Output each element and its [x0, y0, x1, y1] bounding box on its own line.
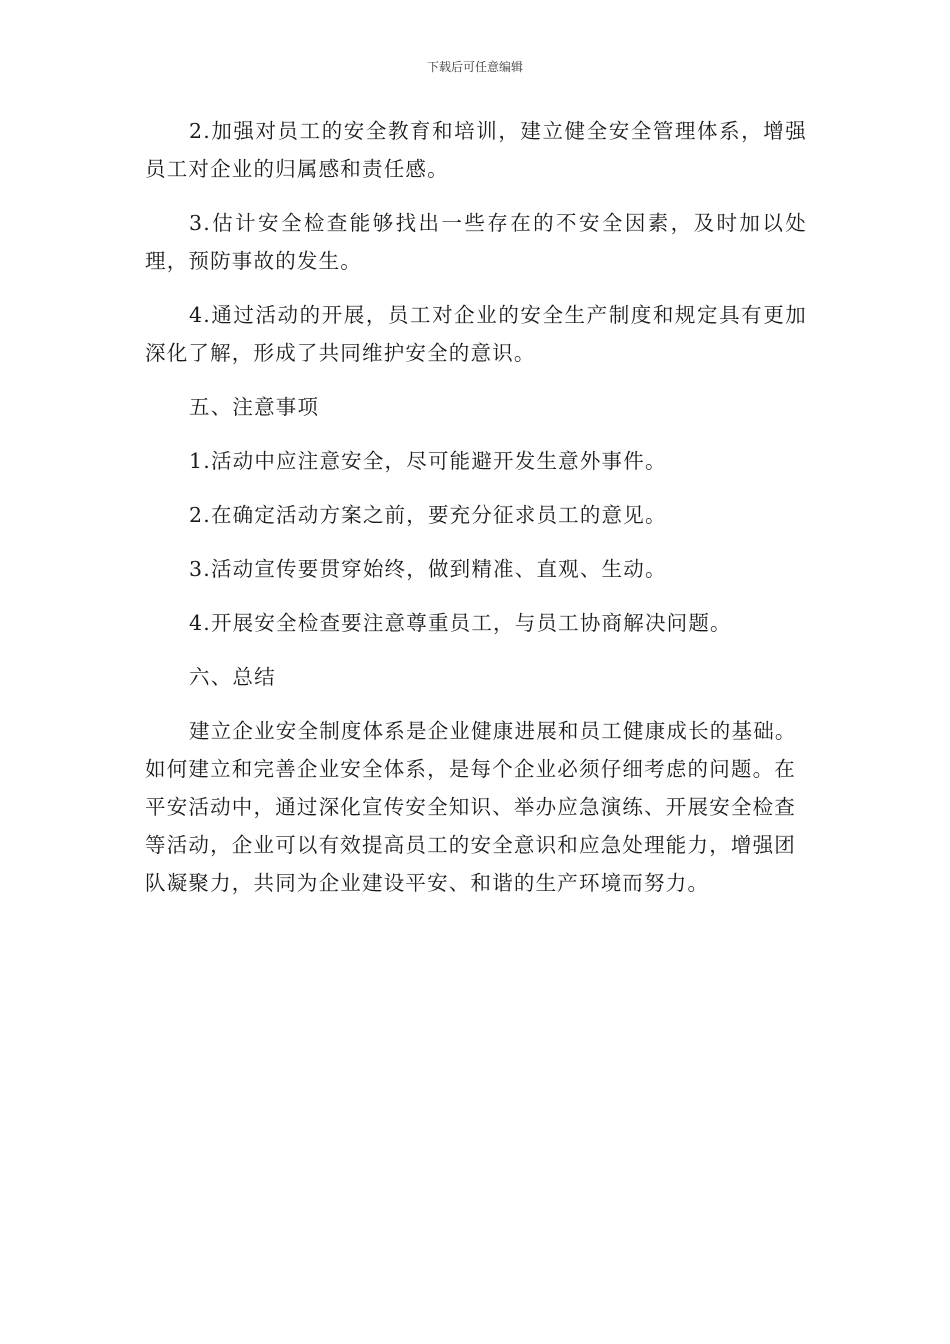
summary-paragraph: 建立企业安全制度体系是企业健康进展和员工健康成长的基础。如何建立和完善企业安全体系，是每个企业必须仔细考虑的问题。在平安活动中，通过深化宣传安全知识、举办应急演练、开展安全检查等活动，企业可以有效提高员工的安全意识和应急处理能力，增强团队凝聚力，共同为企业建设平安、和谐的生产环境而努力。 [145, 719, 797, 895]
section-heading-summary: 六、总结 [189, 665, 276, 689]
outcome-item-3: 3.估计安全检查能够找出一些存在的不安全因素，及时加以处理，预防事故的发生。 [145, 211, 807, 273]
document-body [145, 112, 807, 902]
note-item-1: 1.活动中应注意安全，尽可能避开发生意外事件。 [189, 449, 667, 473]
section-heading-notes: 五、注意事项 [189, 395, 320, 419]
outcome-item-4: 4.通过活动的开展，员工对企业的安全生产制度和规定具有更加深化了解，形成了共同维护安全的意识。 [145, 303, 807, 365]
note-item-2: 2.在确定活动方案之前，要充分征求员工的意见。 [189, 503, 667, 527]
outcome-item-2: 2.加强对员工的安全教育和培训，建立健全安全管理体系，增强员工对企业的归属感和责任感。 [145, 119, 807, 181]
note-item-3: 3.活动宣传要贯穿始终，做到精准、直观、生动。 [189, 557, 667, 581]
note-item-4: 4.开展安全检查要注意尊重员工，与员工协商解决问题。 [189, 611, 732, 635]
page-header: 下载后可任意编辑 [426, 60, 523, 74]
